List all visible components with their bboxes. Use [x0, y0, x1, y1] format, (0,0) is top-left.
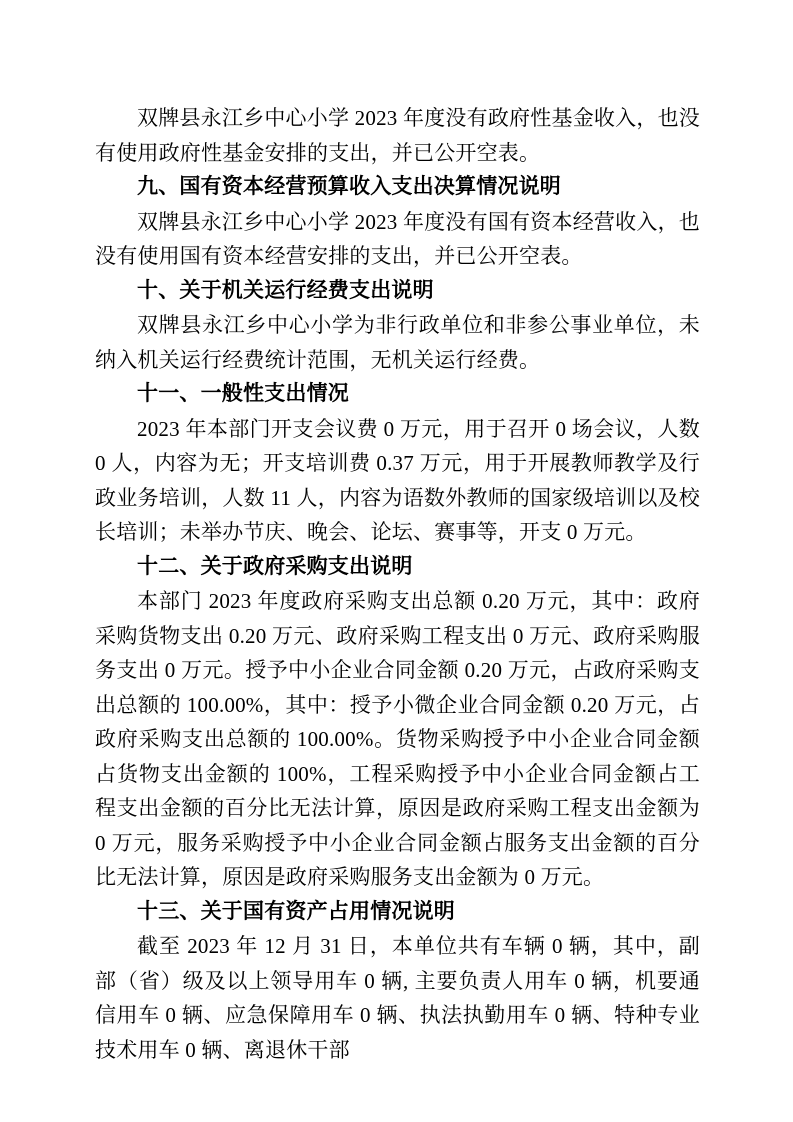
paragraph-government-procurement: 本部门 2023 年度政府采购支出总额 0.20 万元，其中：政府采购货物支出 0.20 万元、政府采购工程支出 0 万元、政府采购服务支出 0 万元。授予中小企业合同金额 0.20 万元，占政府采购支出总额的 100.00%，其中：授予小微企业合同金额 0.20 万元，占政府采购支出总额的 100.00%。货物采购授予中小企业合同金额占货物支出金额的 100%，工程采购授予中小企业合同金额占工程支出金额的百分比无法计算，原因是政府采购工程支出金额为 0 万元，服务采购授予中小企业合同金额占服务支出金额的百分比无法计算，原因是政府采购服务支出金额为 0 万元。 — [95, 589, 700, 889]
section-heading-13-state-assets: 十三、关于国有资产占用情况说明 — [137, 899, 455, 923]
paragraph-agency-operating-expense: 双牌县永江乡中心小学为非行政单位和非参公事业单位，未纳入机关运行经费统计范围，无机关运行经费。 — [95, 313, 700, 372]
paragraph-state-assets-vehicles: 截至 2023 年 12 月 31 日，本单位共有车辆 0 辆，其中，副部（省）级及以上领导用车 0 辆, 主要负责人用车 0 辆，机要通信用车 0 辆、应急保障用车 0 辆、执法执勤用车 0 辆、特种专业技术用车 0 辆、离退休干部 — [95, 934, 700, 1062]
section-heading-10-agency-operating-expense: 十、关于机关运行经费支出说明 — [137, 278, 434, 302]
paragraph-gov-fund-budget: 双牌县永江乡中心小学 2023 年度没有政府性基金收入，也没有使用政府性基金安排的支出，并已公开空表。 — [95, 106, 700, 165]
paragraph-general-expenditure: 2023 年本部门开支会议费 0 万元，用于召开 0 场会议，人数 0 人，内容为无；开支培训费 0.37 万元，用于开展教师教学及行政业务培训，人数 11 人，内容为语数外教师的国家级培训以及校长培训；未举办节庆、晚会、论坛、赛事等，开支 0 万元。 — [95, 416, 700, 544]
paragraph-state-capital: 双牌县永江乡中心小学 2023 年度没有国有资本经营收入，也没有使用国有资本经营安排的支出，并已公开空表。 — [95, 209, 700, 268]
section-heading-11-general-expenditure: 十一、一般性支出情况 — [137, 382, 349, 405]
section-heading-12-government-procurement: 十二、关于政府采购支出说明 — [137, 554, 413, 578]
document-content — [95, 101, 700, 1067]
section-heading-9-state-capital: 九、国有资本经营预算收入支出决算情况说明 — [137, 175, 561, 198]
